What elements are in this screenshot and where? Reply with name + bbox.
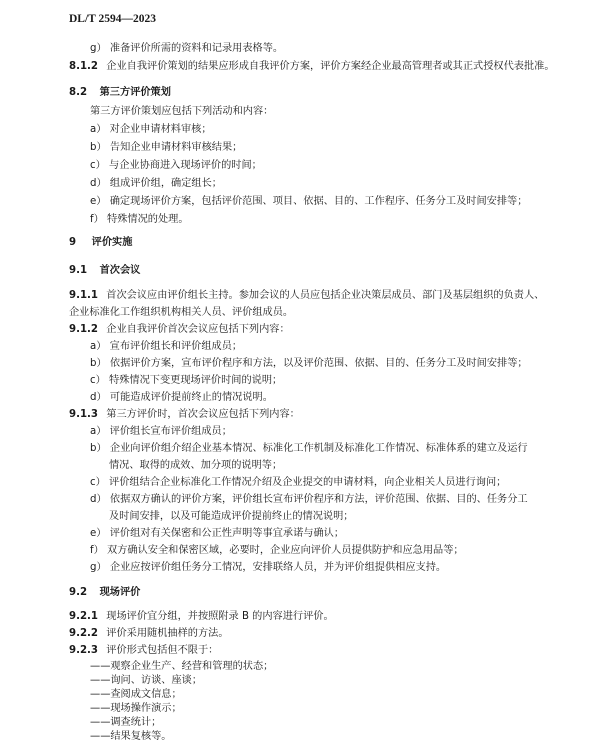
doc-code-header: DL/T 2594—2023 [69, 13, 157, 25]
heading-title: 评价实施 [91, 237, 133, 248]
list-item: f） 双方确认安全和保密区域，必要时，企业应向评价人员提供防护和应急用品等； [90, 545, 464, 556]
list-item: a） 宣布评价组长和评价组成员； [90, 341, 243, 352]
clause-text: 评价采用随机抽样的方法。 [106, 628, 229, 639]
heading-title: 第三方评价策划 [99, 87, 171, 98]
list-item: c） 与企业协商进入现场评价的时间； [90, 160, 262, 171]
clause-number: 9.1.1 [69, 290, 99, 301]
heading-9 [69, 236, 132, 250]
heading-number: 8.2 [69, 87, 88, 98]
list-item: c） 特殊情况下变更现场评价时间的说明； [90, 375, 283, 386]
clause-number: 9.1.2 [69, 324, 99, 335]
heading-8-2 [69, 86, 171, 100]
list-item-continuation: 及时间安排，以及可能造成评价提前终止的情况说明； [109, 511, 354, 522]
heading-number: 9.1 [69, 265, 88, 276]
clause-text: 第三方评价时，首次会议应包括下列内容： [106, 409, 300, 420]
list-item: ——查阅成文信息； [90, 689, 182, 700]
list-item: a） 评价组长宣布评价组成员； [90, 426, 232, 437]
heading-title: 现场评价 [99, 587, 141, 598]
clause-9-2-2 [69, 627, 229, 641]
list-item: b） 企业向评价组介绍企业基本情况、标准化工作机制及标准化工作情况、标准体系的建立及运行 [90, 443, 528, 454]
list-item: ——调查统计； [90, 717, 162, 728]
clause-text: 评价形式包括但不限于： [106, 645, 219, 656]
list-item: a） 对企业申请材料审核； [90, 124, 212, 135]
list-item: b） 告知企业申请材料审核结果； [90, 142, 243, 153]
clause-text-continuation: 企业标准化工作组织机构相关人员、评价组成员。 [69, 307, 294, 318]
heading-9-1 [69, 264, 140, 278]
list-item: b） 依据评价方案，宣布评价程序和方法，以及评价范围、依据、目的、任务分工及时间安排等； [90, 358, 528, 369]
clause-text: 企业自我评价策划的结果应形成自我评价方案，评价方案经企业最高管理者或其正式授权代表批准。 [106, 61, 555, 72]
list-item: ——询问、访谈、座谈； [90, 675, 203, 686]
list-item: f） 特殊情况的处理。 [90, 214, 189, 225]
list-item: d） 组成评价组，确定组长； [90, 178, 222, 189]
clause-9-2-3 [69, 644, 218, 658]
clause-number: 9.2.1 [69, 611, 99, 622]
list-item: e） 确定现场评价方案，包括评价范围、项目、依据、目的、工作程序、任务分工及时间安排等； [90, 196, 528, 207]
clause-8-1-2 [69, 60, 555, 74]
clause-number: 9.2.3 [69, 645, 99, 656]
list-item: d） 可能造成评价提前终止的情况说明。 [90, 392, 273, 403]
list-item: ——观察企业生产、经营和管理的状态； [90, 661, 274, 672]
clause-number: 9.2.2 [69, 628, 99, 639]
heading-title: 首次会议 [99, 265, 141, 276]
list-item-continuation: 情况、取得的成效、加分项的说明等； [109, 460, 283, 471]
list-item: e） 评价组对有关保密和公正性声明等事宜承诺与确认； [90, 528, 345, 539]
clause-number: 8.1.2 [69, 61, 99, 72]
list-item: g） 准备评价所需的资料和记录用表格等。 [90, 43, 284, 54]
clause-text: 现场评价宜分组，并按照附录 B 的内容进行评价。 [106, 611, 334, 622]
clause-9-1-3 [69, 408, 300, 422]
clause-9-1-2 [69, 323, 290, 337]
list-item: ——结果复核等。 [90, 731, 172, 742]
list-item: c） 评价组结合企业标准化工作情况介绍及企业提交的申请材料，向企业相关人员进行询问； [90, 477, 507, 488]
paragraph: 第三方评价策划应包括下列活动和内容： [90, 106, 274, 117]
heading-number: 9.2 [69, 587, 88, 598]
clause-9-2-1 [69, 610, 334, 624]
heading-9-2 [69, 586, 140, 600]
list-item: g） 企业应按评价组任务分工情况，安排联络人员，并为评价组提供相应支持。 [90, 562, 447, 573]
list-item: d） 依据双方确认的评价方案，评价组长宣布评价程序和方法，评价范围、依据、目的、任务分工 [90, 494, 528, 505]
heading-number: 9 [69, 237, 77, 248]
clause-text: 企业自我评价首次会议应包括下列内容： [106, 324, 290, 335]
clause-text: 首次会议应由评价组长主持。参加会议的人员应包括企业决策层成员、部门及基层组织的负责人、 [106, 290, 545, 301]
clause-9-1-1 [69, 289, 544, 303]
list-item: ——现场操作演示； [90, 703, 182, 714]
clause-number: 9.1.3 [69, 409, 99, 420]
